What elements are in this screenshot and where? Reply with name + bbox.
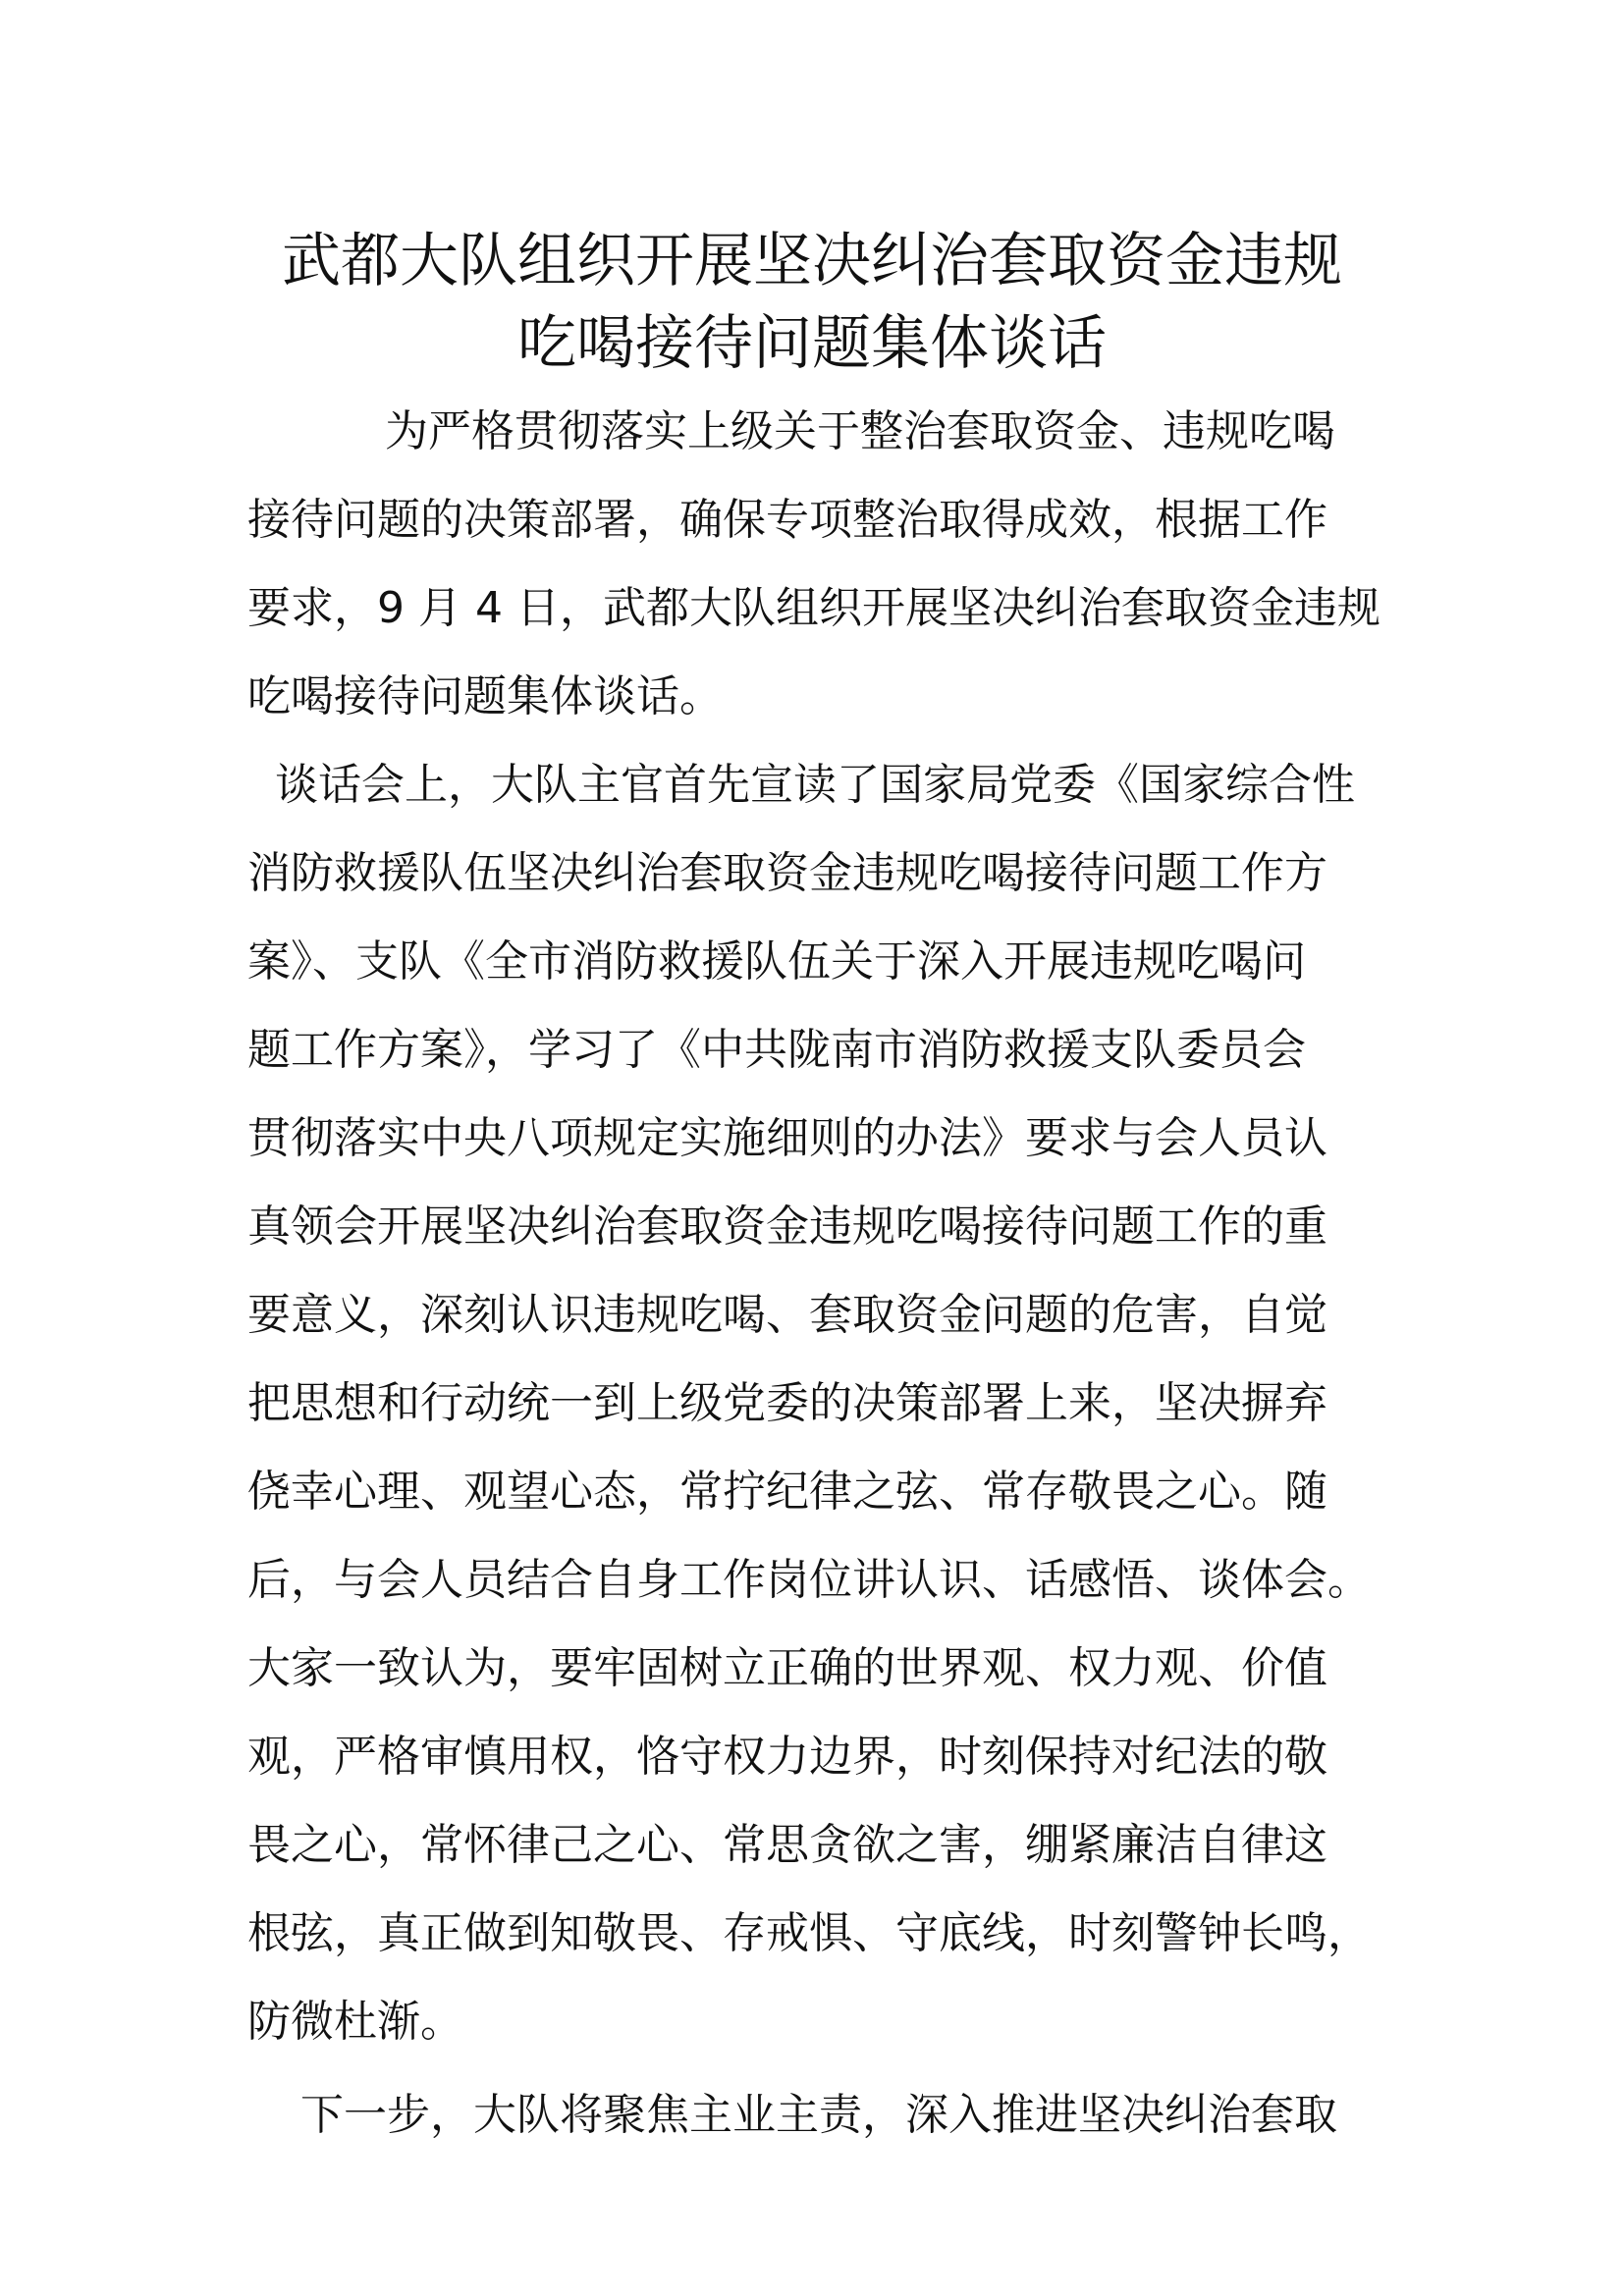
body-line: 为严格贯彻落实上级关于整治套取资金、违规吃喝 [385, 406, 1335, 456]
body-line: 吃喝接待问题集体谈话。 [247, 671, 723, 721]
body-line: 侥幸心理、观望心态，常拧纪律之弦、常存敬畏之心。随 [247, 1467, 1327, 1517]
document-title [247, 220, 1377, 385]
body-line: 题工作方案》，学习了《中共陇南市消防救援支队委员会 [247, 1025, 1306, 1075]
body-line: 下一步，大队将聚焦主业主责，深入推进坚决纠治套取 [300, 2090, 1337, 2140]
body-line: 畏之心，常怀律己之心、常思贪欲之害，绷紧廉洁自律这 [247, 1820, 1327, 1870]
body-line: 大家一致认为，要牢固树立正确的世界观、权力观、价值 [247, 1643, 1327, 1693]
body-line: 消防救援队伍坚决纠治套取资金违规吃喝接待问题工作方 [247, 848, 1327, 898]
body-line: 把思想和行动统一到上级党委的决策部署上来，坚决摒弃 [247, 1378, 1327, 1428]
body-line: 后，与会人员结合自身工作岗位讲认识、话感悟、谈体会。 [247, 1555, 1371, 1605]
title-line-1: 武都大队组织开展坚决纠治套取资金违规 [282, 227, 1342, 295]
body-line: 真领会开展坚决纠治套取资金违规吃喝接待问题工作的重 [247, 1201, 1327, 1252]
body-line: 接待问题的决策部署，确保专项整治取得成效，根据工作 [247, 495, 1327, 545]
body-line: 谈话会上，大队主官首先宣读了国家局党委《国家综合性 [275, 760, 1355, 810]
body-line: 根弦，真正做到知敬畏、存戒惧、守底线，时刻警钟长鸣， [247, 1908, 1371, 1958]
body-line: 观，严格审慎用权，恪守权力边界，时刻保持对纪法的敬 [247, 1732, 1327, 1782]
body-line: 要意义，深刻认识违规吃喝、套取资金问题的危害，自觉 [247, 1290, 1327, 1340]
body-line: 案》、支队《全市消防救援队伍关于深入开展违规吃喝问 [247, 936, 1306, 987]
body-line: 防微杜渐。 [247, 1997, 463, 2047]
body-line: 贯彻落实中央八项规定实施细则的办法》要求与会人员认 [247, 1113, 1327, 1163]
body-line: 要求，9 月 4 日，武都大队组织开展坚决纠治套取资金违规 [247, 583, 1380, 633]
title-line-2: 吃喝接待问题集体谈话 [517, 309, 1107, 378]
